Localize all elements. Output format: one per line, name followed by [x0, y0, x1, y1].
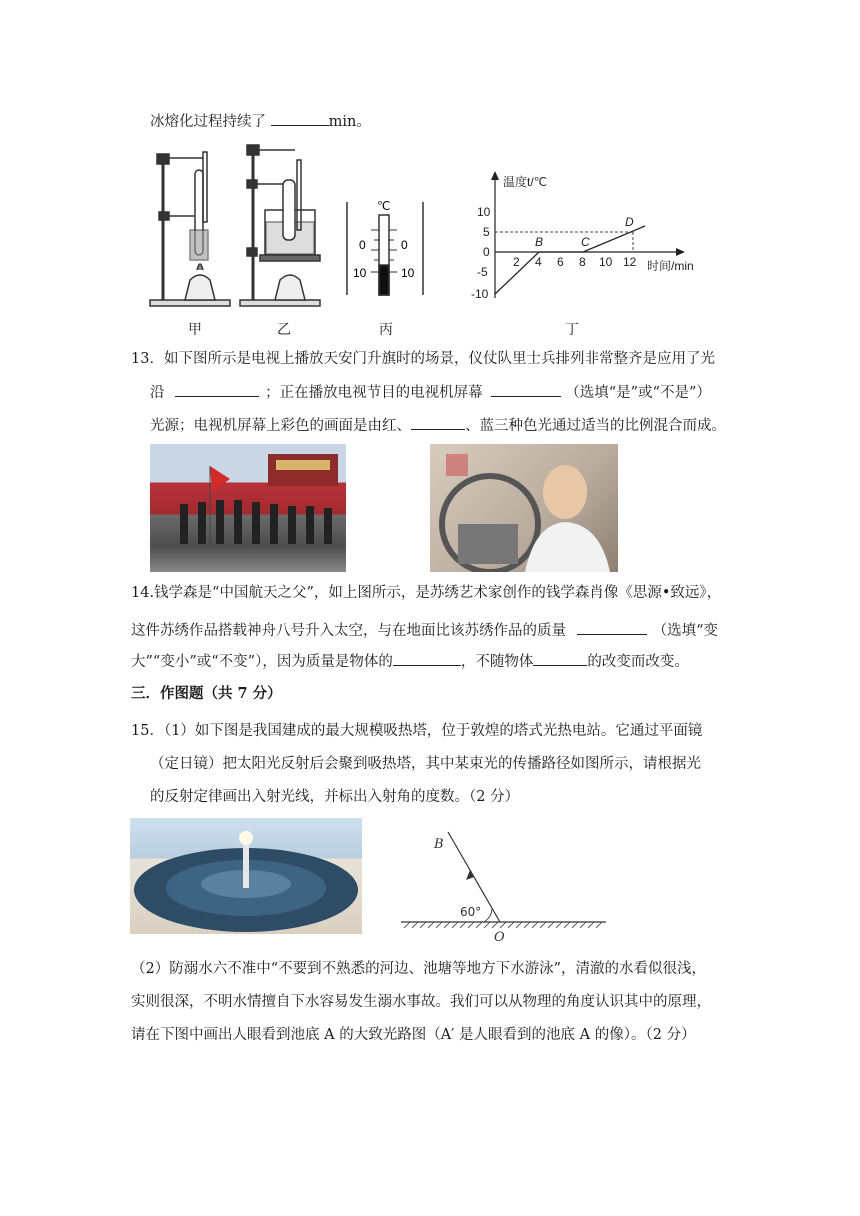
thermo-tick-right-10: 10 [401, 266, 415, 280]
stand-jia [150, 152, 230, 306]
graph-point-b: B [535, 235, 544, 249]
solar-tower-photo [130, 818, 362, 934]
q14-line3a: 大”“变小”或“不变”），因为质量是物体的 [131, 654, 393, 670]
point-o-label: O [494, 930, 505, 943]
graph-ytick-5: 5 [483, 225, 490, 239]
q13-line3a: 光源；电视机屏幕上彩色的画面是由红、 [150, 418, 411, 434]
graph-ytick-0: 0 [483, 245, 490, 259]
q13-line2c: （选填“是”或“不是”） [565, 385, 711, 401]
graph-xtick-12: 12 [623, 255, 637, 269]
q14-line1: 14.钱学森是“中国航天之父”，如上图所示，是苏绣艺术家创作的钱学森肖像《思源•致远》， [131, 585, 722, 601]
q14-line2 [131, 620, 718, 641]
q15-line1: 15．（1）如下图是我国建成的最大规模吸热塔，位于敦煌的塔式光热电站。它通过平面镜 [131, 723, 703, 739]
ray-arrow-icon [466, 870, 474, 880]
q13-blank-3[interactable] [411, 415, 465, 430]
q13-line3b: 、蓝三种色光通过适当的比例混合而成。 [465, 418, 726, 434]
thermo-tick-left-0: 0 [359, 238, 366, 252]
qian-xuesen-portrait [430, 444, 618, 572]
q13-line2b: ；正在播放电视节目的电视机屏幕 [265, 385, 483, 401]
q14-line2b: （选填“变 [652, 623, 719, 639]
caption-bing: 丙 [379, 322, 393, 338]
graph-point-d: D [625, 215, 634, 229]
q13-blank-2[interactable] [491, 382, 561, 397]
temperature-time-graph [455, 168, 705, 313]
section-3-title: 三．作图题（共 7 分） [131, 685, 282, 702]
thermo-tick-right-0: 0 [401, 238, 408, 252]
graph-point-c: C [581, 235, 590, 249]
graph-xtick-4: 4 [535, 255, 542, 269]
q13-line3 [150, 415, 726, 436]
thermo-tick-left-10: 10 [353, 266, 367, 280]
point-b-label: B [434, 837, 444, 852]
q13-line2 [150, 382, 711, 403]
graph-ylabel: 温度t/℃ [503, 175, 548, 189]
caption-jia: 甲 [188, 322, 202, 338]
q15-part2-line3: 请在下图中画出人眼看到池底 A 的大致光路图（A′ 是人眼看到的池底 A 的像）。（2 分） [131, 1027, 696, 1043]
graph-xtick-6: 6 [557, 255, 564, 269]
graph-ytick-m5: -5 [477, 265, 488, 279]
q14-line3 [131, 651, 689, 672]
q15-part2-line1: （2）防溺水六不准中“不要到不熟悉的河边、池塘等地方下水游泳”，清澈的水看似很浅， [131, 961, 707, 977]
q13-blank-1[interactable] [175, 382, 259, 397]
q14-line3b: ，不随物体 [460, 654, 534, 670]
stand-yi [240, 145, 320, 306]
q12-tail-text: 冰熔化过程持续了 [150, 114, 266, 130]
q15-part2-line2: 实则很深，不明水情擅自下水容易发生溺水事故。我们可以从物理的角度认识其中的原理， [131, 994, 711, 1010]
flag-ceremony-photo [150, 444, 346, 572]
q14-blank-1[interactable] [577, 620, 647, 635]
q14-blank-2[interactable] [393, 651, 461, 666]
caption-ding: 丁 [565, 322, 579, 338]
q14-line2a: 这件苏绣作品搭载神舟八号升入太空，与在地面比该苏绣作品的质量 [131, 623, 566, 639]
apparatus-figure [145, 140, 475, 310]
q12-tail-line [150, 111, 371, 132]
graph-xtick-10: 10 [599, 255, 613, 269]
graph-xtick-2: 2 [513, 255, 520, 269]
q13-line1: 13．如下图所示是电视上播放天安门升旗时的场景，仪仗队里士兵排列非常整齐是应用了光 [131, 351, 715, 367]
reflection-diagram [396, 828, 611, 943]
graph-ytick-10: 10 [477, 205, 491, 219]
angle-label: 60° [460, 905, 482, 919]
q12-unit: min。 [328, 114, 371, 130]
q15-line3: 的反射定律画出入射光线，并标出入射角的度数。（2 分） [150, 789, 520, 805]
q13-line2a: 沿 [150, 385, 165, 401]
thermo-unit: ℃ [377, 199, 391, 213]
graph-ytick-m10: -10 [471, 287, 489, 301]
graph-xlabel: 时间/min [647, 259, 694, 273]
graph-xtick-8: 8 [579, 255, 586, 269]
q12-answer-blank[interactable] [271, 111, 329, 126]
q15-line2: （定日镜）把太阳光反射后会聚到吸热塔，其中某束光的传播路径如图所示，请根据光 [150, 756, 701, 772]
caption-yi: 乙 [277, 322, 291, 338]
q14-blank-3[interactable] [533, 651, 587, 666]
q14-line3c: 的改变而改变。 [587, 654, 689, 670]
